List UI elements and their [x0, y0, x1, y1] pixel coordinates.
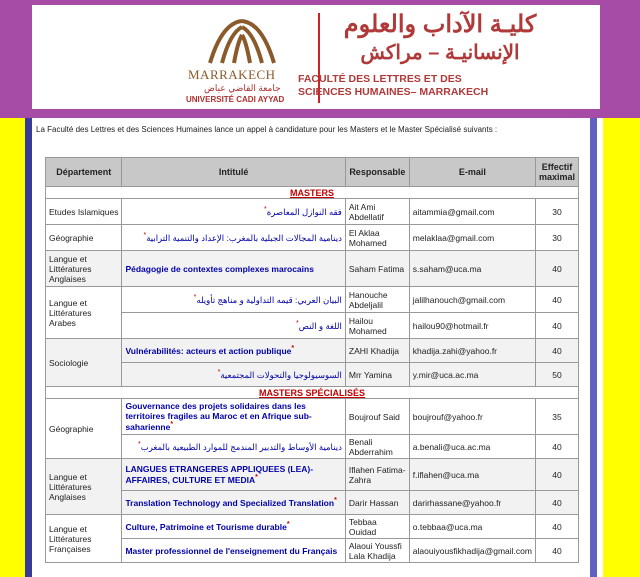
cell-intitule: Culture, Patrimoine et Tourisme durable*: [122, 515, 345, 539]
cell-effectif: 30: [535, 199, 578, 225]
table-row: [46, 491, 579, 515]
cell-resp: Mrr Yamina: [345, 363, 409, 387]
header-intitule: Intitulé: [122, 158, 345, 187]
cell-email: aitammia@gmail.com: [409, 199, 535, 225]
section-title-masters: MASTERS: [289, 187, 334, 198]
cell-intitule: دينامية المجالات الجبلية بالمغرب: الإعداد والتنمية الترابية*: [122, 225, 345, 251]
cell-intitule: Vulnérabilités: acteurs et action publique*: [122, 339, 345, 363]
cell-effectif: 30: [535, 225, 578, 251]
cell-dept: Langue et Littératures Anglaises: [46, 459, 122, 515]
cell-intitule: Translation Technology and Specialized Translation*: [122, 491, 345, 515]
cell-effectif: 40: [535, 339, 578, 363]
header-effectif: Effectif maximal: [535, 158, 578, 187]
logo-arabic: جامعة القاضي عياض: [204, 83, 281, 93]
cell-effectif: 35: [535, 399, 578, 435]
cell-effectif: 40: [535, 435, 578, 459]
section-row-masters: [46, 187, 579, 199]
cell-email: darirhassane@yahoo.fr: [409, 491, 535, 515]
intro-text: La Faculté des Lettres et des Sciences Humaines lance un appel à candidature pour les Masters et le Master Spécialisé suivants :: [36, 125, 498, 134]
table-row: [46, 225, 579, 251]
cell-intitule: اللغة و النص*: [122, 313, 345, 339]
table-row: [46, 199, 579, 225]
cell-email: alaouiyousfikhadija@gmail.com: [409, 539, 535, 563]
cell-resp: Alaoui Youssfi Lala Khadija: [345, 539, 409, 563]
cell-resp: Benali Abderrahim: [345, 435, 409, 459]
cell-email: y.mir@uca.ac.ma: [409, 363, 535, 387]
cell-effectif: 40: [535, 539, 578, 563]
cell-resp: Saham Fatima: [345, 251, 409, 287]
cell-email: jalilhanouch@gmail.com: [409, 287, 535, 313]
cell-effectif: 40: [535, 251, 578, 287]
cell-resp: ZAHI Khadija: [345, 339, 409, 363]
cell-email: a.benali@uca.ac.ma: [409, 435, 535, 459]
cell-intitule: Pédagogie de contextes complexes marocains: [122, 251, 345, 287]
table-row: [46, 339, 579, 363]
table-row: [46, 363, 579, 387]
section-row-specialises: [46, 387, 579, 399]
cell-intitule: Master professionnel de l'enseignement du Français: [122, 539, 345, 563]
masters-table: [45, 157, 579, 563]
cell-resp: Tebbaa Ouidad: [345, 515, 409, 539]
cell-intitule: دينامية الأوساط والتدبير المندمج للموارد الطبيعية بالمغرب*: [122, 435, 345, 459]
table-row: [46, 459, 579, 491]
cell-intitule: البيان العربي: قيمه التداولية و مناهج تأويله*: [122, 287, 345, 313]
cell-dept: Géographie: [46, 399, 122, 459]
cell-effectif: 40: [535, 313, 578, 339]
cell-resp: Iflahen Fatima-Zahra: [345, 459, 409, 491]
cell-email: melaklaa@gmail.com: [409, 225, 535, 251]
section-title-specialises: MASTERS SPÉCIALISÉS: [258, 387, 366, 398]
cell-intitule: LANGUES ETRANGERES APPLIQUEES (LEA)- AFFAIRES, CULTURE ET MEDIA*: [122, 459, 345, 491]
cell-dept: Sociologie: [46, 339, 122, 387]
header-responsable: Responsable: [345, 158, 409, 187]
cell-email: khadija.zahi@yahoo.fr: [409, 339, 535, 363]
title-arabic-line1: كليـة الآداب والعلوم: [343, 11, 537, 38]
cell-dept: Langue et Littératures Anglaises: [46, 251, 122, 287]
table-row: [46, 313, 579, 339]
cell-email: hailou90@hotmail.fr: [409, 313, 535, 339]
cell-email: boujrouf@yahoo.fr: [409, 399, 535, 435]
table-row: [46, 435, 579, 459]
logo-word: MARRAKECH: [188, 67, 276, 82]
cell-effectif: 40: [535, 515, 578, 539]
right-scroll-border: [590, 118, 597, 577]
cell-effectif: 40: [535, 287, 578, 313]
cell-resp: Hanouche Abdeljalil: [345, 287, 409, 313]
table-row: [46, 539, 579, 563]
cell-intitule: السوسيولوجيا والتحولات المجتمعية*: [122, 363, 345, 387]
cell-intitule: فقه النوازل المعاصرة*: [122, 199, 345, 225]
title-french-line2: SCIENCES HUMAINES– MARRAKECH: [298, 86, 489, 98]
cell-dept: Langue et Littératures Arabes: [46, 287, 122, 339]
cell-intitule: Gouvernance des projets solidaires dans les territoires fragiles au Maroc et en Afrique sub-saharienne*: [122, 399, 345, 435]
title-french-line1: FACULTÉ DES LETTRES ET DES: [298, 73, 462, 85]
table-row: [46, 287, 579, 313]
cell-resp: El Aklaa Mohamed: [345, 225, 409, 251]
cell-email: s.saham@uca.ma: [409, 251, 535, 287]
cell-effectif: 50: [535, 363, 578, 387]
cell-dept: Etudes Islamiques: [46, 199, 122, 225]
cell-resp: Hailou Mohamed: [345, 313, 409, 339]
cell-effectif: 40: [535, 459, 578, 491]
cell-effectif: 40: [535, 491, 578, 515]
university-logo: [182, 13, 302, 105]
cell-dept: Langue et Littératures Françaises: [46, 515, 122, 563]
cell-email: f.iflahen@uca.ma: [409, 459, 535, 491]
table-row: [46, 515, 579, 539]
header-departement: Département: [46, 158, 122, 187]
table-row: [46, 251, 579, 287]
title-arabic-line2: الإنسانيـة – مراكش: [360, 42, 520, 64]
left-border: [25, 118, 32, 577]
logo-university: UNIVERSITÉ CADI AYYAD: [186, 95, 285, 104]
cell-dept: Géographie: [46, 225, 122, 251]
cell-resp: Boujrouf Said: [345, 399, 409, 435]
cell-email: o.tebbaa@uca.ma: [409, 515, 535, 539]
cell-resp: Ait Ami Abdellatif: [345, 199, 409, 225]
table-header-row: [46, 158, 579, 187]
table-row: [46, 399, 579, 435]
palm-logo-icon: [202, 13, 282, 67]
header-email: E-mail: [409, 158, 535, 187]
cell-resp: Darir Hassan: [345, 491, 409, 515]
